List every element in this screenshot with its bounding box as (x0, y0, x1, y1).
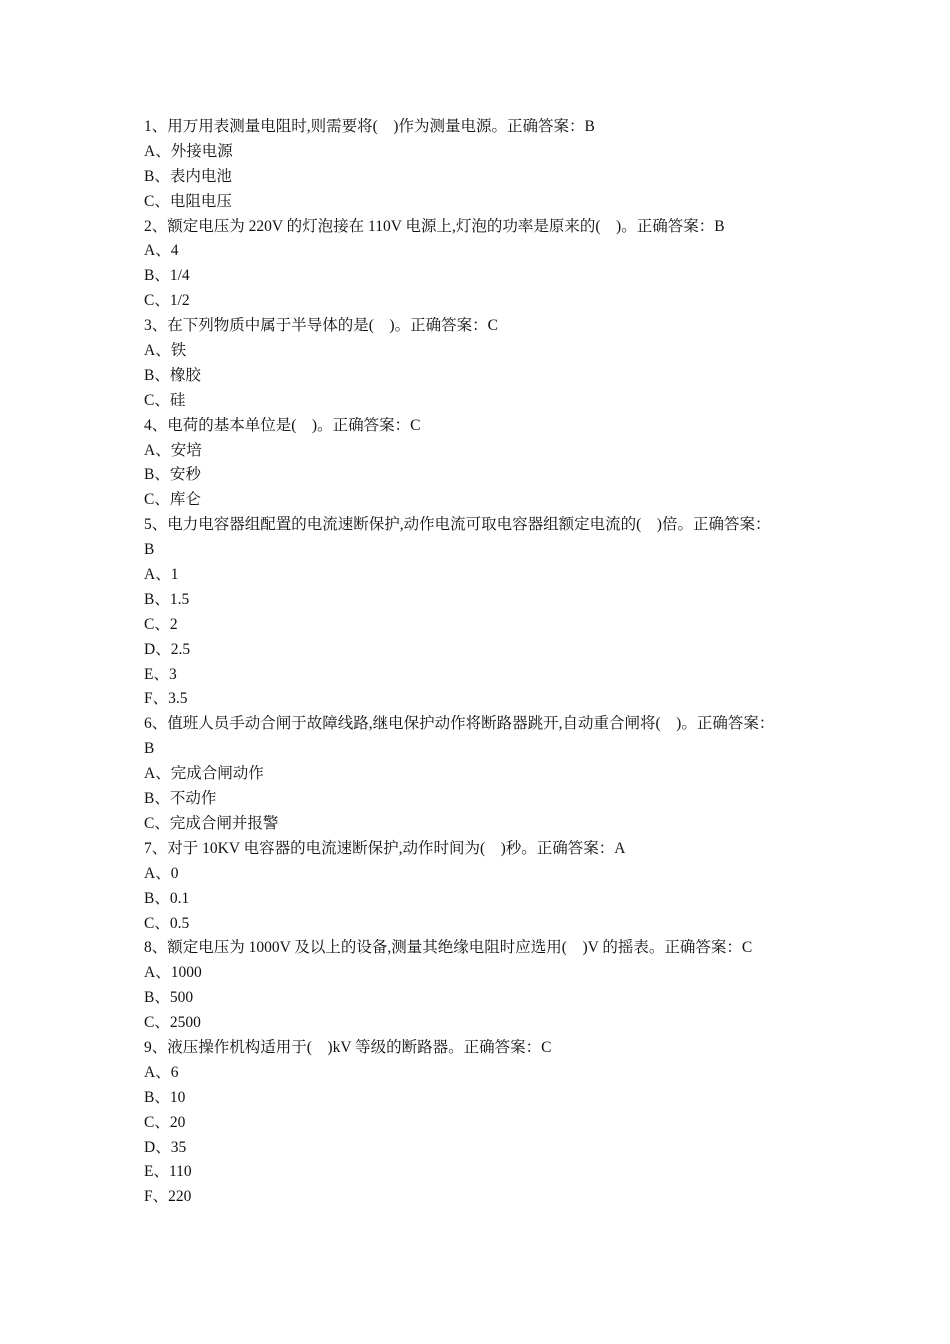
option-c: C、电阻电压 (144, 192, 232, 210)
question-text: 9、液压操作机构适用于( )kV 等级的断路器。正确答案：C (144, 1038, 552, 1056)
option-d: D、2.5 (144, 640, 191, 658)
option-b: B、1.5 (144, 590, 190, 608)
option-e: E、110 (144, 1163, 192, 1181)
option-c: C、硅 (144, 391, 186, 409)
option-c: C、20 (144, 1113, 186, 1131)
question-text: 6、值班人员手动合闸于故障线路,继电保护动作将断路器跳开,自动重合闸将( )。正确答案： (144, 715, 775, 733)
option-d: D、35 (144, 1138, 187, 1156)
question-text: 3、在下列物质中属于半导体的是( )。正确答案：C (144, 317, 498, 335)
document-body (144, 115, 814, 1210)
question-text: 1、用万用表测量电阻时,则需要将( )作为测量电源。正确答案：B (144, 118, 595, 135)
question-7 (144, 837, 814, 937)
question-6 (144, 712, 814, 836)
question-5 (144, 513, 814, 712)
option-a: A、完成合闸动作 (144, 765, 264, 783)
option-b: B、10 (144, 1088, 186, 1106)
question-text: 8、额定电压为 1000V 及以上的设备,测量其绝缘电阻时应选用( )V 的摇表。正确答案：C (144, 939, 753, 957)
question-text: 5、电力电容器组配置的电流速断保护,动作电流可取电容器组额定电流的( )倍。正确答案： (144, 516, 771, 534)
option-a: A、外接电源 (144, 142, 233, 160)
option-f: F、3.5 (144, 690, 188, 708)
question-1 (144, 115, 814, 215)
option-a: A、1000 (144, 964, 202, 982)
question-8 (144, 936, 814, 1036)
option-c: C、2500 (144, 1014, 201, 1032)
option-e: E、3 (144, 665, 177, 683)
option-c: C、0.5 (144, 914, 190, 932)
option-b: B、500 (144, 989, 194, 1007)
option-a: A、6 (144, 1063, 179, 1081)
option-a: A、0 (144, 864, 179, 882)
question-text: 4、电荷的基本单位是( )。正确答案：C (144, 416, 421, 434)
question-3 (144, 314, 814, 414)
question-text: 2、额定电压为 220V 的灯泡接在 110V 电源上,灯泡的功率是原来的( )。正确答案：B (144, 217, 725, 235)
option-a: A、安培 (144, 441, 202, 459)
option-b: B、安秒 (144, 466, 201, 484)
question-4 (144, 414, 814, 514)
question-text: 7、对于 10KV 电容器的电流速断保护,动作时间为( )秒。正确答案：A (144, 839, 626, 857)
question-text-continued: B (144, 541, 155, 559)
option-c: C、2 (144, 615, 178, 633)
question-text-continued: B (144, 740, 155, 758)
question-9 (144, 1036, 814, 1210)
option-a: A、铁 (144, 342, 187, 360)
option-c: C、完成合闸并报警 (144, 814, 279, 832)
option-b: B、橡胶 (144, 366, 201, 384)
option-a: A、4 (144, 242, 179, 260)
option-b: B、表内电池 (144, 167, 232, 185)
option-c: C、库仑 (144, 491, 201, 509)
option-b: B、不动作 (144, 790, 217, 808)
question-2 (144, 215, 814, 315)
option-b: B、0.1 (144, 889, 190, 907)
option-a: A、1 (144, 566, 179, 584)
option-b: B、1/4 (144, 267, 190, 285)
option-c: C、1/2 (144, 292, 190, 310)
option-f: F、220 (144, 1188, 192, 1206)
